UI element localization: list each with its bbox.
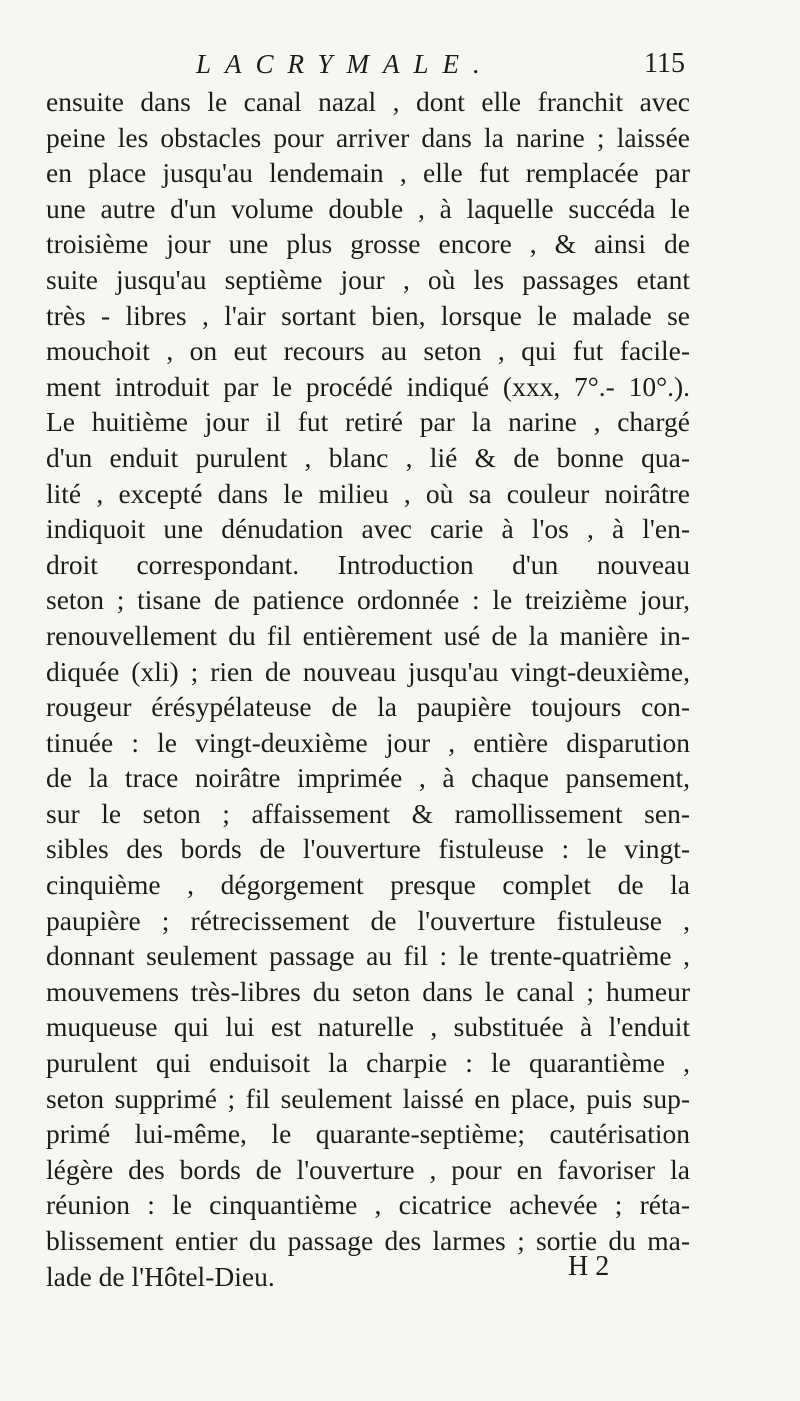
text-line: diquée (xli) ; rien de nouveau jusqu'au vingt-deuxième,	[46, 655, 690, 687]
text-line: droit correspondant. Introduction d'un nouveau	[46, 548, 690, 580]
text-line: mouvemens très-libres du seton dans le canal ; humeur	[46, 975, 690, 1007]
text-line: muqueuse qui lui est naturelle , substituée à l'enduit	[46, 1011, 690, 1043]
running-head	[0, 44, 800, 84]
signature-mark: H 2	[568, 1251, 610, 1282]
page-number: 115	[644, 48, 685, 79]
text-line: donnant seulement passage au fil : le trente-quatrième ,	[46, 940, 690, 972]
text-line: une autre d'un volume double , à laquelle succéda le	[46, 192, 690, 224]
text-line: suite jusqu'au septième jour , où les passages etant	[46, 263, 690, 295]
text-line: peine les obstacles pour arriver dans la narine ; laissée	[46, 121, 690, 153]
text-line: ment introduit par le procédé indiqué (xxx, 7°.- 10°.).	[46, 370, 690, 402]
text-line: cinquième , dégorgement presque complet de la	[46, 869, 690, 901]
text-line: primé lui-même, le quarante-septième; cautérisation	[46, 1118, 690, 1150]
text-line: renouvellement du fil entièrement usé de la manière in-	[46, 619, 690, 651]
text-line: mouchoit , on eut recours au seton , qui fut facile-	[46, 335, 690, 367]
text-line: paupière ; rétrecissement de l'ouverture fistuleuse ,	[46, 904, 690, 936]
text-line: blissement entier du passage des larmes ; sortie du ma-	[46, 1225, 690, 1256]
text-line: réunion : le cinquantième , cicatrice achevée ; réta-	[46, 1189, 690, 1221]
body-text	[46, 84, 690, 1294]
text-line: sur le seton ; affaissement & ramollissement sen-	[46, 797, 690, 829]
text-line: rougeur érésypélateuse de la paupière toujours con-	[46, 691, 690, 723]
text-line: de la trace noirâtre imprimée , à chaque pansement,	[46, 762, 690, 794]
text-line: tinuée : le vingt-deuxième jour , entière disparution	[46, 726, 690, 758]
text-line: indiquoit une dénudation avec carie à l'os , à l'en-	[46, 513, 690, 545]
text-line: seton supprimé ; fil seulement laissé en place, puis sup-	[46, 1082, 690, 1114]
text-line: ensuite dans le canal nazal , dont elle franchit avec	[46, 86, 690, 117]
text-line-last: lade de l'Hôtel-Dieu.	[46, 1260, 275, 1292]
text-line: seton ; tisane de patience ordonnée : le treizième jour,	[46, 584, 690, 616]
text-line: sibles des bords de l'ouverture fistuleuse : le vingt-	[46, 833, 690, 865]
text-line: très - libres , l'air sortant bien, lorsque le malade se	[46, 299, 690, 331]
running-head-title: LACRYMALE.	[196, 49, 494, 79]
text-line: troisième jour une plus grosse encore , & ainsi de	[46, 228, 690, 260]
text-line: purulent qui enduisoit la charpie : le quarantième ,	[46, 1047, 690, 1079]
text-line: légère des bords de l'ouverture , pour en favoriser la	[46, 1153, 690, 1185]
text-line: en place jusqu'au lendemain , elle fut remplacée par	[46, 157, 690, 189]
text-line: lité , excepté dans le milieu , où sa couleur noirâtre	[46, 477, 690, 509]
text-line: d'un enduit purulent , blanc , lié & de bonne qua-	[46, 441, 690, 473]
text-line: Le huitième jour il fut retiré par la narine , chargé	[46, 406, 690, 438]
